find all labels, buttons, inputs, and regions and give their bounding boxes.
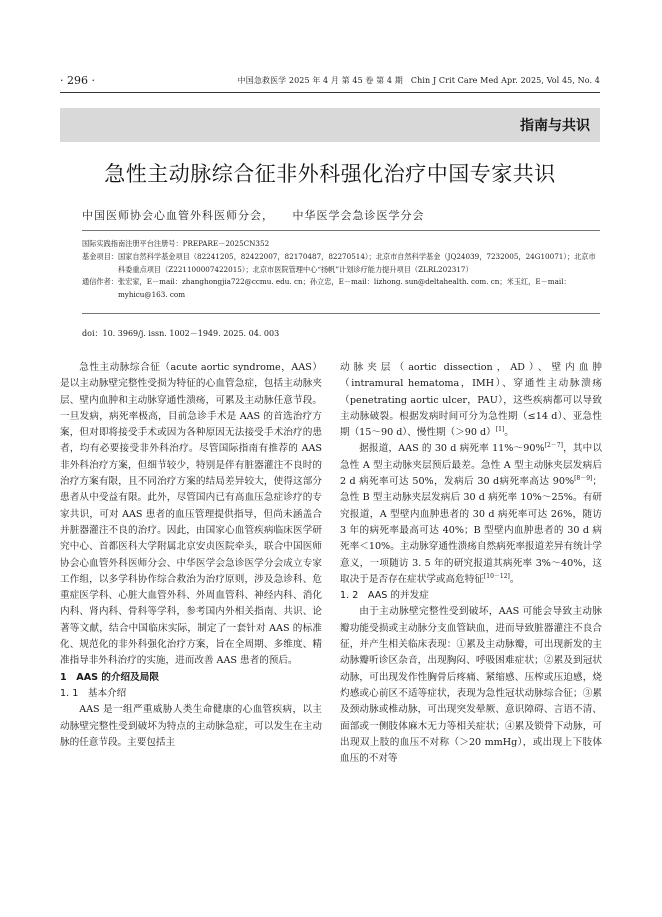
author-affiliation: 中国医师协会心血管外科医师分会， (82, 209, 274, 222)
body-paragraph: AAS 是一组严重威胁人类生命健康的心血管疾病，以主动脉壁完整性受到破坏为特点的主动脉急症，可以发生在主动脉的任意节段。主要包括主 (60, 704, 322, 748)
left-column (60, 360, 322, 751)
corresponding-row (82, 276, 600, 302)
section-heading: 1 AAS 的介绍及局限 (60, 671, 159, 683)
meta-value: PREPARE－2025CN352 (182, 239, 270, 248)
right-column (340, 360, 602, 767)
page-number: · 296 · (60, 74, 95, 87)
subsection-heading: 1. 2 AAS 的并发症 (340, 590, 429, 602)
meta-rule-bottom (82, 313, 600, 314)
body-paragraph: 据报道，AAS 的 30 d 病死率 11%～90%[2－7]，其中以急性 A 型主动脉夹层预后最差。急性 A 型主动脉夹层发病后 2 d 病死率可达 50%，发病后 30 d病死率高达 90%[8－9]；急性 B 型主动脉夹层发病后 30 d 病死率 10%～25%。有研究报道，A 型壁内血肿患者的 30 d 病死率可达 26%，随访 3 年的病死率最高可达 40%；B 型壁内血肿患者的 30 d 病死率＜10%。主动脉穿通性溃疡自然病死率报道差异有统计学意义，一项随访 3. 5 年的研究报道其病死率 3%～40%，这取决于是否存在症状学或高危特征[10－12]。 (340, 442, 602, 585)
header-rule (60, 92, 600, 93)
authors (82, 207, 439, 223)
author-affiliation: 中华医学会急诊医学分会 (292, 209, 425, 222)
body-paragraph: 由于主动脉壁完整性受到破坏，AAS 可能会导致主动脉瓣功能受损或主动脉分支血管缺血，进而导致脏器灌注不良合征，并产生相关临床表现：①累及主动脉瓣，可出现新发的主动脉瓣听诊区杂音，出现胸闷、呼吸困难症状；②累及到冠状动脉，可出现发作性胸骨后疼痛、紧缩感、压榨或压迫感，烧灼感或心前区不适等症状，表现为急性冠状动脉综合征；③累及颈动脉或椎动脉，可出现突发晕厥、意识障碍、言语不清、面部或一侧肢体麻木无力等相关症状；④累及锁骨下动脉，可出现双上肢的血压不对称（＞20 mmHg），或出现上下肢体血压的不对等 (340, 606, 602, 765)
funding-row (82, 251, 600, 277)
intro-paragraph: 急性主动脉综合征（acute aortic syndrome，AAS）是以主动脉壁完整性受损为特征的心血管急症，包括主动脉夹层、壁内血肿和主动脉穿通性溃疡，可累及主动脉任意节段。一旦发病，病死率极高，目前急诊手术是 AAS 的首选治疗方案，但对即将接受手术或因为各种原因无法接受手术治疗的患者，均有必要接受非外科治疗。尽管国际指南有推荐的 AAS 非外科治疗方案，但细节较少，特别是伴有脏器灌注不良时的治疗方案有限，且不同治疗方案的结局差异较大，使得这部分患者从中受益有限。此外，尽管国内已有高血压急症诊疗的专家共识，可对 AAS 患者的血压管理提供指导，但尚未涵盖合并脏器灌注不良的治疗。因此，由国家心血管疾病临床医学研究中心、首都医科大学附属北京安贞医院牵头，联合中国医师协会心血管外科医师分会、中华医学会急诊医学分会成立专家工作组，以多学科协作综合救治为治疗原则，涉及急诊科、危重症医学科、心脏大血管外科、外周血管科、神经内科、消化内科、肾内科、骨科等学科，参考国内外相关指南、共识、论著等文献，结合中国临床实际，制定了一套针对 AAS 的标准化、规范化的非外科强化治疗方案，旨在全周期、多维度、精准指导非外科治疗的实施，进而改善 AAS 患者的预后。 (60, 362, 322, 667)
body-paragraph: 动脉夹层（aortic dissection，AD）、壁内血肿（intramural hematoma，IMH）、穿通性主动脉溃疡（penetrating aortic ulcer，PAU），这些疾病都可以导致主动脉破裂。根据发病时间可分为急性期（≤14 d）、亚急性期（15～90 d）、慢性期（＞90 d）[1]。 (340, 362, 602, 439)
journal-header: 中国急救医学 2025 年 4 月 第 45 卷 第 4 期 Chin J Crit Care Med Apr. 2025, Vol 45, No. 4 (237, 76, 600, 85)
meta-label: 国际实践指南注册平台注册号： (82, 239, 183, 248)
meta-label: 通信作者： (82, 277, 118, 287)
citation: [2－7] (544, 442, 563, 450)
article-meta (82, 238, 600, 302)
meta-value: 国家自然科学基金项目（82241205，82422007，82170487，82270514）；北京市自然科学基金（JQ24039，7232005，24G10071）；北京市科委重点项目（Z221100007422015）；北京市医院管理中心“扬帆”计划诊疗能力提升项目（ZLRL202317） (117, 251, 596, 274)
citation: [8－9] (574, 474, 593, 482)
article-title: 急性主动脉综合征非外科强化治疗中国专家共识 (104, 162, 556, 186)
meta-rule-top (82, 230, 600, 231)
meta-value: 张宏家，E－mail：zhanghongjia722@ccmu. edu. cn；孙立忠，E－mail：lizhong. sun@deltahealth. com. cn；米玉红，E－mail：myhicu@163. com (117, 277, 571, 300)
section-label: 指南与共识 (520, 118, 590, 134)
doi: doi：10. 3969/j. issn. 1002－1949. 2025. 04. 003 (82, 329, 280, 338)
registration-row (82, 238, 600, 251)
meta-label: 基金项目： (82, 251, 118, 261)
section-bar (60, 108, 600, 142)
subsection-heading: 1. 1 基本介绍 (60, 687, 127, 699)
citation: [10－12] (483, 572, 510, 580)
citation: [1] (495, 426, 505, 433)
